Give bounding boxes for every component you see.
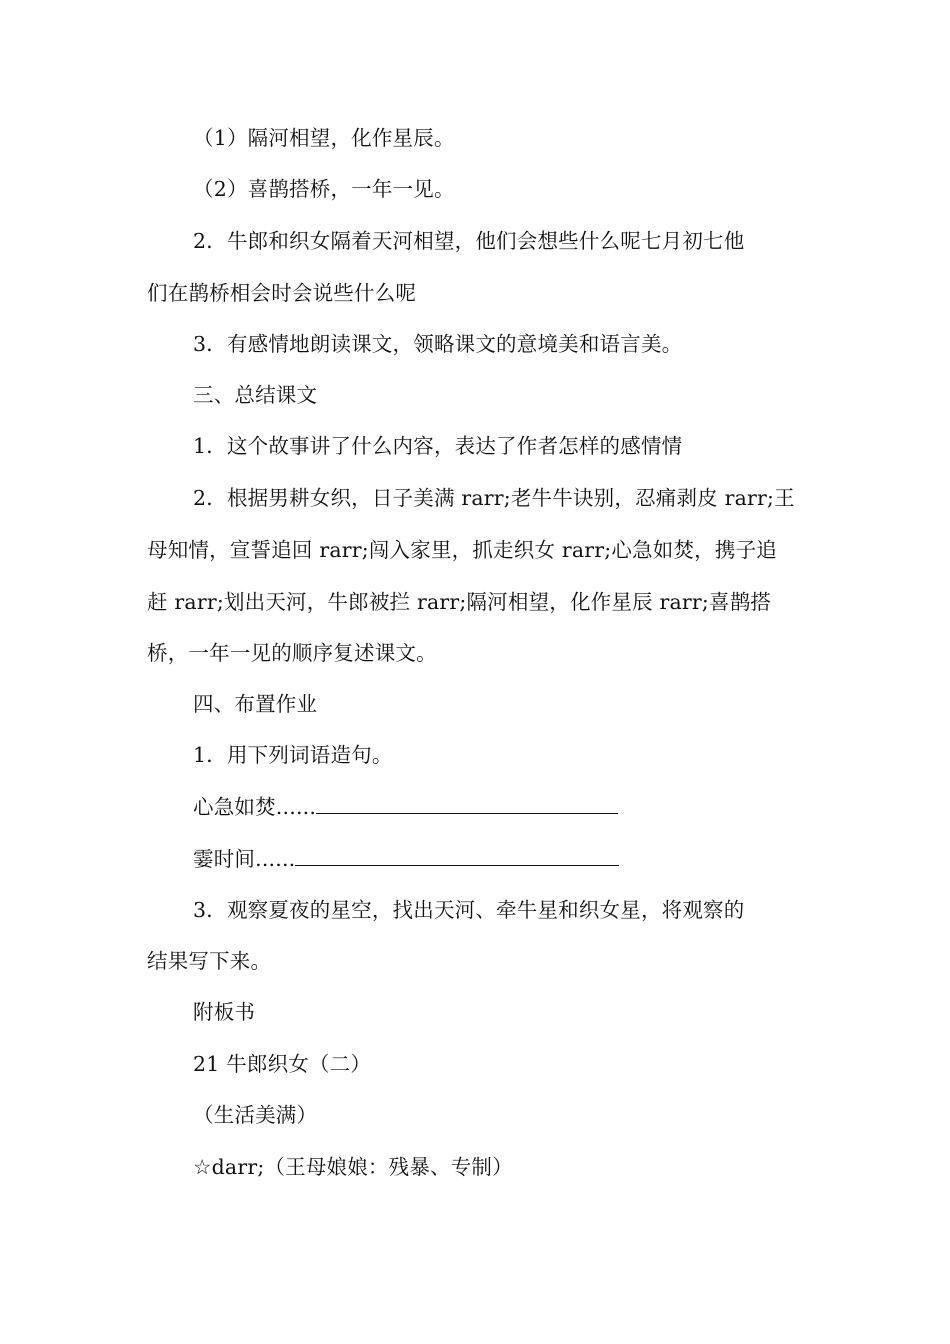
- section-heading: 四、布置作业: [193, 692, 318, 716]
- text-line: （2）喜鹊搭桥，一年一见。: [193, 177, 455, 201]
- text-line: 3．有感情地朗读课文，领略课文的意境美和语言美。: [193, 332, 683, 356]
- answer-blank: [295, 845, 619, 866]
- text-line: 赶 rarr;划出天河，牛郎被拦 rarr;隔河相望，化作星辰 rarr;喜鹊搭: [147, 590, 772, 614]
- section-heading: 三、总结课文: [193, 383, 318, 407]
- text-line: 2．牛郎和织女隔着天河相望，他们会想些什么呢七月初七他: [193, 229, 745, 253]
- text-line: （生活美满）: [193, 1103, 318, 1127]
- text-line: 们在鹊桥相会时会说些什么呢: [147, 281, 417, 305]
- section-heading: 附板书: [193, 1000, 256, 1024]
- text-line: （1）隔河相望，化作星辰。: [193, 126, 455, 150]
- fill-in-word: 霎时间......: [193, 847, 296, 871]
- board-title: 21 牛郎织女（二）: [193, 1052, 372, 1076]
- text-line: 桥，一年一见的顺序复述课文。: [147, 641, 437, 665]
- answer-blank: [316, 793, 618, 814]
- text-line: 3．观察夏夜的星空，找出天河、牵牛星和织女星，将观察的: [193, 898, 745, 922]
- text-line: 1．这个故事讲了什么内容，表达了作者怎样的感情情: [193, 434, 683, 458]
- fill-in-word: 心急如焚......: [193, 795, 317, 819]
- text-line: 2．根据男耕女织，日子美满 rarr;老牛牛诀别，忍痛剥皮 rarr;王: [193, 486, 795, 510]
- text-line: 1．用下列词语造句。: [193, 743, 393, 767]
- text-line: 母知情，宣誓追回 rarr;闯入家里，抓走织女 rarr;心急如焚，携子追: [147, 538, 777, 562]
- text-line: ☆darr;（王母娘娘：残暴、专制）: [193, 1155, 513, 1179]
- fill-in-line: [193, 793, 618, 821]
- text-line: 结果写下来。: [147, 949, 272, 973]
- fill-in-line: [193, 845, 619, 873]
